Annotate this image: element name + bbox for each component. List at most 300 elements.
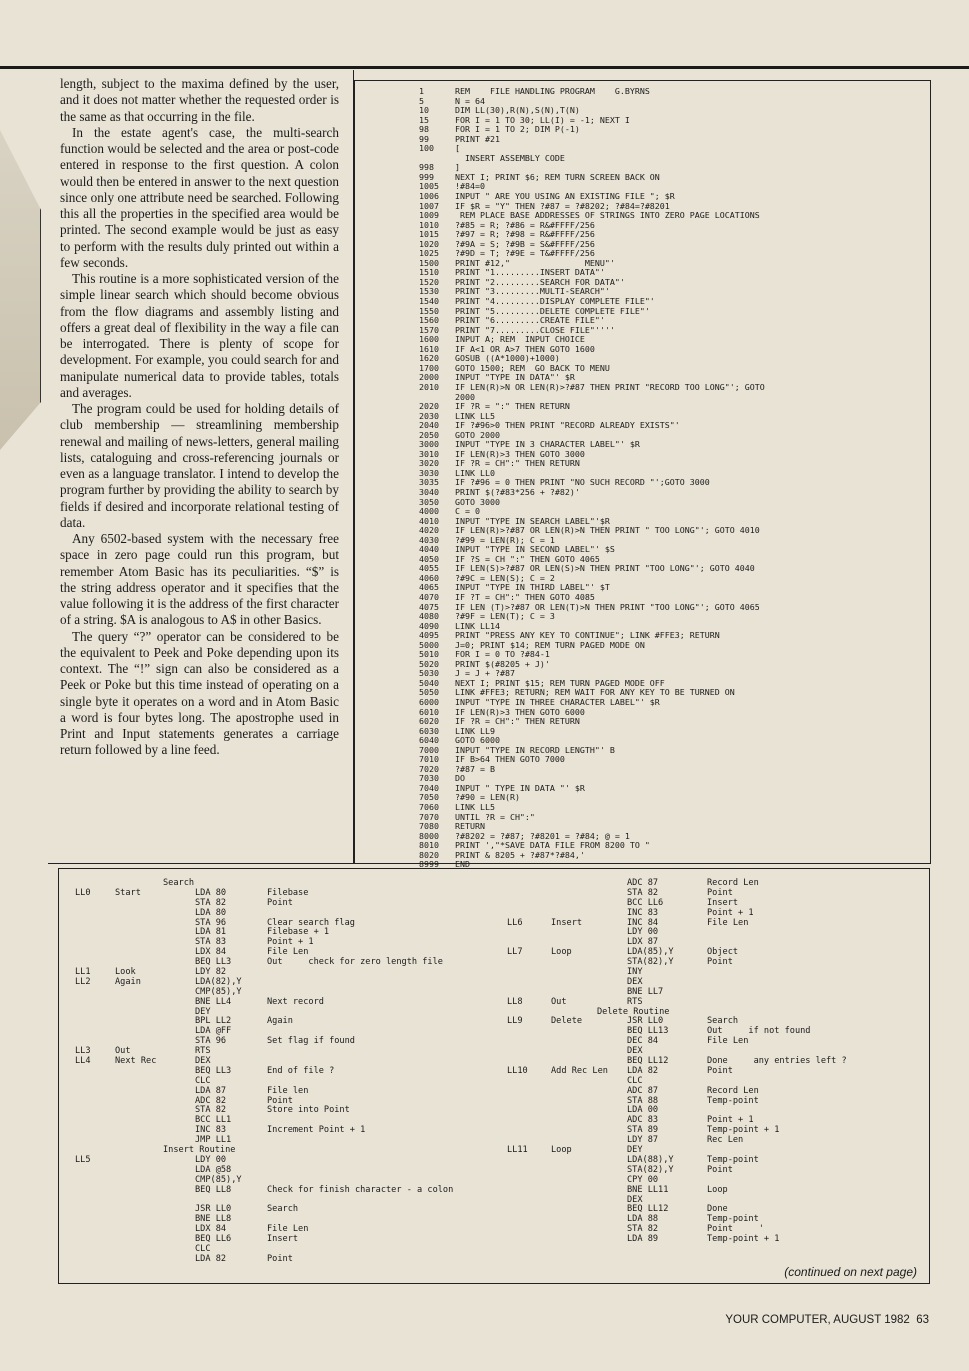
line-code: ?#9C = LEN(S); C = 2: [455, 572, 555, 583]
line-code: ]: [455, 162, 460, 173]
asm-label: [75, 1186, 115, 1196]
line-code: LINK LL5: [455, 802, 495, 813]
line-number: 100: [419, 143, 434, 154]
asm-opcode: BEQ LL6: [195, 1234, 232, 1245]
asm-opcode: CLC: [195, 1075, 211, 1086]
asm-opcode: STA(82),Y: [627, 1164, 674, 1175]
asm-label: [75, 1215, 115, 1225]
asm-routine-name: [115, 938, 195, 948]
line-code: FOR I = 1 TO 2; DIM P(-1): [455, 124, 580, 135]
asm-label: [75, 1245, 115, 1255]
asm-label: [507, 1027, 551, 1037]
line-code: !#84=0: [455, 181, 485, 192]
asm-label: [507, 1235, 551, 1245]
asm-opcode: STA(82),Y: [627, 957, 674, 968]
line-code: INPUT "TYPE IN RECORD LENGTH"' B: [455, 744, 615, 755]
line-code: INPUT "TYPE IN SEARCH LABEL"'$R: [455, 515, 610, 526]
asm-routine-name: [551, 958, 627, 968]
decorative-illustration-edge: [0, 130, 41, 450]
line-number: 7070: [419, 811, 439, 822]
line-number: 1600: [419, 334, 439, 345]
asm-routine-name: [551, 1037, 627, 1047]
asm-opcode: LDY 82: [195, 967, 227, 978]
asm-opcode: LDA 87: [195, 1085, 227, 1096]
asm-routine-name: [115, 1196, 195, 1206]
assembly-row: [507, 1027, 847, 1037]
line-number: 8010: [419, 840, 439, 851]
line-code: PRINT #21: [455, 133, 500, 144]
asm-routine-name: [115, 1245, 195, 1255]
line-number: 1540: [419, 296, 439, 307]
asm-routine-name: [551, 1027, 627, 1037]
asm-routine-name: Out: [115, 1046, 131, 1057]
asm-opcode: LDY 00: [627, 927, 659, 938]
line-code: INPUT "TYPE IN 3 CHARACTER LABEL"' $R: [455, 439, 640, 450]
line-number: 5020: [419, 658, 439, 669]
line-code: LINK LL9: [455, 725, 495, 736]
asm-opcode: JMP LL1: [195, 1135, 232, 1146]
article-paragraph: Any 6502-based system with the necessary free space in zero page could run this program, but remember Atom Basic has its peculiarities. “$” is the string address operator and it specifies that the value following it is the address of the first character of a string. $A is analogous to A$ in other Basics.: [60, 531, 339, 628]
assembly-row: [75, 1077, 453, 1087]
asm-opcode: BNE LL8: [195, 1214, 232, 1225]
line-number: 3020: [419, 458, 439, 469]
asm-comment: File Len: [707, 1036, 749, 1047]
asm-routine-name: [551, 1235, 627, 1245]
asm-opcode: BEQ LL12: [627, 1204, 669, 1215]
listing-line: [419, 717, 930, 727]
asm-label: LL7: [507, 947, 523, 958]
asm-opcode: CLC: [195, 1243, 211, 1254]
asm-comment: Filebase: [267, 887, 309, 898]
asm-opcode: LDA(82),Y: [195, 976, 242, 987]
listing-line: [419, 135, 930, 145]
line-code: J = J + ?#87: [455, 668, 515, 679]
asm-opcode: STA 89: [627, 1125, 659, 1136]
asm-opcode: BCC LL6: [627, 897, 664, 908]
line-code: INPUT "TYPE IN SECOND LABEL"' $S: [455, 544, 615, 555]
asm-opcode: LDA(85),Y: [627, 947, 674, 958]
line-code: RETURN: [455, 821, 485, 832]
line-code: ?#9A = S; ?#9B = S&#FFFF/256: [455, 238, 595, 249]
asm-label: [75, 1205, 115, 1215]
listing-line: [419, 173, 930, 183]
line-code: END: [455, 859, 470, 870]
asm-label: [507, 1196, 551, 1206]
asm-opcode: STA 82: [195, 897, 227, 908]
asm-opcode: STA 82: [195, 1105, 227, 1116]
assembly-row: [75, 1017, 453, 1027]
asm-opcode: LDY 87: [627, 1135, 659, 1146]
asm-routine-name: [115, 1186, 195, 1196]
asm-label: [507, 879, 551, 889]
asm-comment: Clear search flag: [267, 917, 355, 928]
asm-opcode: INY: [627, 967, 643, 978]
asm-label: [75, 909, 115, 919]
asm-comment: File Len: [707, 917, 749, 928]
line-code: INSERT ASSEMBLY CODE: [455, 152, 565, 163]
asm-opcode: LDA 00: [627, 1105, 659, 1116]
asm-routine-name: [115, 998, 195, 1008]
asm-opcode: RTS: [195, 1046, 211, 1057]
line-number: 4075: [419, 601, 439, 612]
assembly-row: [75, 1146, 453, 1156]
line-number: 1560: [419, 315, 439, 326]
assembly-row: [507, 1116, 847, 1126]
line-code: IF LEN(R)>N OR LEN(R)>?#87 THEN PRINT "RECORD TOO LONG"'; GOTO: [455, 381, 765, 392]
asm-comment: Insert: [707, 897, 739, 908]
asm-comment: Set flag if found: [267, 1036, 355, 1047]
line-number: 15: [419, 114, 429, 125]
asm-comment: Out check for zero length file: [267, 957, 443, 968]
asm-comment: Search: [267, 1204, 299, 1215]
line-number: 4090: [419, 620, 439, 631]
asm-routine-name: Again: [115, 976, 141, 987]
assembly-row: [75, 998, 453, 1008]
line-number: 1: [419, 86, 424, 96]
line-code: FOR I = 1 TO 30; LL(I) = -1; NEXT I: [455, 114, 630, 125]
asm-routine-name: Next Rec: [115, 1056, 157, 1067]
listing-line: [419, 498, 930, 508]
asm-opcode: LDY 00: [195, 1154, 227, 1165]
line-code: PRINT "PRESS ANY KEY TO CONTINUE"; LINK #FFE3; RETURN: [455, 630, 720, 641]
asm-comment: Done any entries left ?: [707, 1056, 847, 1067]
line-number: 4040: [419, 544, 439, 555]
assembly-row: [507, 1106, 847, 1116]
line-number: 1025: [419, 248, 439, 259]
assembly-row: [75, 988, 453, 998]
asm-label: [507, 1176, 551, 1186]
asm-opcode: DEX: [195, 1056, 211, 1067]
routine-heading: Insert Routine: [163, 1145, 236, 1156]
line-number: 4020: [419, 525, 439, 536]
asm-routine-name: Look: [115, 967, 136, 978]
line-code: ?#90 = LEN(R): [455, 792, 520, 803]
asm-comment: Check for finish character - a colon: [267, 1184, 454, 1195]
asm-routine-name: [115, 1008, 195, 1018]
asm-comment: Temp-point: [707, 1095, 759, 1106]
asm-label: LL1: [75, 967, 91, 978]
assembly-row: [507, 1196, 847, 1206]
assembly-row: [507, 1205, 847, 1215]
listing-line: [419, 813, 930, 823]
line-number: 4070: [419, 591, 439, 602]
assembly-column-right: [507, 879, 847, 1245]
line-number: 7020: [419, 763, 439, 774]
assembly-row: [507, 1146, 847, 1156]
asm-label: [75, 919, 115, 929]
asm-label: [507, 1077, 551, 1087]
asm-opcode: LDA @58: [195, 1164, 232, 1175]
listing-line: [419, 793, 930, 803]
asm-comment: Point: [707, 957, 733, 968]
assembly-row: [75, 909, 453, 919]
asm-opcode: LDA 81: [195, 927, 227, 938]
line-code: REM FILE HANDLING PROGRAM G.BYRNS: [455, 86, 650, 96]
asm-routine-name: [115, 919, 195, 929]
line-code: 2000: [455, 391, 475, 402]
line-number: 1007: [419, 200, 439, 211]
assembly-row: [75, 1087, 453, 1097]
assembly-row: [507, 1097, 847, 1107]
article-paragraph: length, subject to the maxima defined by the user, and it does not matter whether the requested order is the same as that occurring in the file.: [60, 76, 339, 124]
asm-label: [75, 1196, 115, 1206]
line-number: 7000: [419, 744, 439, 755]
asm-opcode: DEX: [627, 976, 643, 987]
asm-opcode: DEY: [195, 1006, 211, 1017]
line-code: REM PLACE BASE ADDRESSES OF STRINGS INTO ZERO PAGE LOCATIONS: [455, 210, 760, 221]
line-number: 1500: [419, 257, 439, 268]
asm-label: LL3: [75, 1046, 91, 1057]
asm-opcode: INC 83: [627, 907, 659, 918]
assembly-row: [75, 1136, 453, 1146]
asm-routine-name: [551, 1087, 627, 1097]
asm-label: LL6: [507, 917, 523, 928]
asm-routine-name: [115, 1235, 195, 1245]
assembly-row: [75, 1067, 453, 1077]
line-number: 1620: [419, 353, 439, 364]
line-number: 6000: [419, 697, 439, 707]
asm-routine-name: [115, 1017, 195, 1027]
asm-label: [75, 1087, 115, 1097]
line-code: PRINT "1.........INSERT DATA"': [455, 267, 605, 278]
asm-routine-name: [115, 1126, 195, 1136]
asm-routine-name: [115, 1067, 195, 1077]
assembly-row: [507, 1087, 847, 1097]
line-number: 4050: [419, 553, 439, 564]
assembly-row: [75, 1116, 453, 1126]
line-code: IF LEN(R)>3 THEN GOTO 6000: [455, 706, 585, 717]
asm-label: [75, 1255, 115, 1265]
assembly-row: [75, 919, 453, 929]
line-number: 3050: [419, 496, 439, 507]
line-code: PRINT ',"*SAVE DATA FILE FROM 8200 TO ": [455, 840, 650, 851]
line-code: IF ?R = ":" THEN RETURN: [455, 401, 570, 412]
article-paragraph: The query “?” operator can be considered to be the equivalent to Peek and Poke depending upon its context. The “!” sign can also be considered as a Peek or Poke but this time instead of operating on a single byte it operates on a word and in Atom Basic a word is four bytes long. The apostrophe used in Print and Input statements generates a carriage return followed by a line feed.: [60, 628, 339, 758]
asm-comment: Point: [267, 1095, 293, 1106]
asm-routine-name: [115, 1156, 195, 1166]
asm-routine-name: [115, 1027, 195, 1037]
asm-opcode: CPY 00: [627, 1174, 659, 1185]
asm-comment: Record Len: [707, 878, 759, 888]
asm-label: [75, 1077, 115, 1087]
line-code: PRINT "6.........CREATE FILE"': [455, 315, 605, 326]
routine-heading: Delete Routine: [597, 1006, 670, 1017]
assembly-row: [507, 1067, 847, 1077]
line-code: IF LEN(R)>3 THEN GOTO 3000: [455, 448, 585, 459]
asm-routine-name: [115, 1176, 195, 1186]
line-number: 7010: [419, 754, 439, 765]
line-code: GOSUB ((A*1000)+1000): [455, 353, 560, 364]
line-number: 1520: [419, 276, 439, 287]
line-number: 10: [419, 105, 429, 116]
line-code: IF LEN (T)>?#87 OR LEN(T)>N THEN PRINT "TOO LONG"'; GOTO 4065: [455, 601, 760, 612]
assembly-row: [75, 899, 453, 909]
asm-label: LL9: [507, 1016, 523, 1027]
asm-opcode: CMP(85),Y: [195, 1174, 242, 1185]
asm-opcode: ADC 82: [195, 1095, 227, 1106]
asm-routine-name: [115, 1106, 195, 1116]
asm-opcode: DEX: [627, 1194, 643, 1205]
asm-comment: Increment Point + 1: [267, 1125, 366, 1136]
line-number: 4030: [419, 534, 439, 545]
line-number: 6020: [419, 716, 439, 727]
asm-comment: Store into Point: [267, 1105, 350, 1116]
line-number: 1015: [419, 229, 439, 240]
assembly-row: [75, 1008, 453, 1018]
assembly-row: [507, 899, 847, 909]
asm-routine-name: Loop: [551, 947, 572, 958]
asm-opcode: STA 96: [195, 917, 227, 928]
line-code: IF $R = "Y" THEN ?#87 = ?#8202; ?#84=?#8201: [455, 200, 670, 211]
line-number: 5030: [419, 668, 439, 679]
asm-comment: Point + 1: [707, 1115, 754, 1126]
asm-routine-name: [115, 1077, 195, 1087]
assembly-row: [75, 1215, 453, 1225]
asm-comment: Done: [707, 1204, 728, 1215]
line-number: 2050: [419, 429, 439, 440]
asm-opcode: CLC: [627, 1075, 643, 1086]
line-number: 7050: [419, 792, 439, 803]
asm-opcode: INC 84: [627, 917, 659, 928]
line-code: DIM LL(30),R(N),S(N),T(N): [455, 105, 580, 116]
asm-routine-name: [115, 1097, 195, 1107]
assembly-row: [75, 978, 453, 988]
asm-label: [75, 1067, 115, 1077]
asm-comment: End of file ?: [267, 1065, 335, 1076]
line-number: 1510: [419, 267, 439, 278]
asm-comment: Temp-point: [707, 1154, 759, 1165]
asm-routine-name: Loop: [551, 1145, 572, 1156]
asm-label: [507, 1087, 551, 1097]
asm-label: [507, 889, 551, 899]
line-number: 1550: [419, 305, 439, 316]
asm-opcode: LDA 80: [195, 907, 227, 918]
line-code: INPUT "TYPE IN THIRD LABEL"' $T: [455, 582, 610, 593]
line-code: C = 0: [455, 506, 480, 517]
asm-routine-name: [551, 1186, 627, 1196]
assembly-row: [75, 1126, 453, 1136]
asm-label: [75, 1235, 115, 1245]
assembly-row: [507, 1186, 847, 1196]
asm-label: [75, 899, 115, 909]
line-number: 1005: [419, 181, 439, 192]
line-code: INPUT "TYPE IN DATA"' $R: [455, 372, 575, 383]
assembly-row: [75, 938, 453, 948]
assembly-row: [75, 1106, 453, 1116]
line-number: 7060: [419, 802, 439, 813]
asm-opcode: INC 83: [195, 1125, 227, 1136]
line-code: GOTO 1500; REM GO BACK TO MENU: [455, 362, 610, 373]
assembly-row: [507, 948, 847, 958]
asm-label: [507, 1126, 551, 1136]
asm-comment: Temp-point: [707, 1214, 759, 1225]
article-column: [48, 70, 354, 864]
asm-comment: Insert: [267, 1234, 299, 1245]
line-number: 2000: [419, 372, 439, 383]
assembly-row: [75, 928, 453, 938]
assembly-row: [75, 1166, 453, 1176]
line-number: 5: [419, 95, 424, 106]
line-code: PRINT #12," MENU"': [455, 257, 615, 268]
routine-heading: Search: [163, 878, 195, 888]
asm-label: [75, 1176, 115, 1186]
asm-comment: Rec Len: [707, 1135, 744, 1146]
continued-note: (continued on next page): [784, 1265, 917, 1279]
line-number: 6040: [419, 735, 439, 746]
asm-opcode: LDA(88),Y: [627, 1154, 674, 1165]
line-number: 7040: [419, 782, 439, 793]
asm-opcode: BCC LL1: [195, 1115, 232, 1126]
line-number: 4000: [419, 506, 439, 517]
asm-comment: Filebase + 1: [267, 927, 330, 938]
assembly-row: [75, 1205, 453, 1215]
assembly-row: [75, 1196, 453, 1206]
article-paragraph: The program could be used for holding details of club membership — streamlining membership renewal and mailing of news-letters, general mailing lists, cataloguing and cross-referencing journals or even as a language translator. I intend to develop the program further by providing the ability to search by fields if desired and incorporate relational testing of data.: [60, 401, 339, 530]
line-number: 1009: [419, 210, 439, 221]
assembly-row: [75, 889, 453, 899]
asm-opcode: DEX: [627, 1046, 643, 1057]
listing-line: [419, 851, 930, 861]
asm-routine-name: [551, 978, 627, 988]
asm-label: [75, 1126, 115, 1136]
asm-label: [75, 1166, 115, 1176]
asm-comment: Object: [707, 947, 739, 958]
line-code: GOTO 6000: [455, 735, 500, 746]
asm-routine-name: [551, 1126, 627, 1136]
asm-routine-name: [551, 928, 627, 938]
asm-label: [507, 1186, 551, 1196]
assembly-row: [75, 1037, 453, 1047]
asm-label: [507, 1215, 551, 1225]
asm-routine-name: [551, 968, 627, 978]
asm-routine-name: [115, 1205, 195, 1215]
asm-routine-name: Out: [551, 996, 567, 1007]
asm-label: [507, 1097, 551, 1107]
asm-routine-name: [115, 1225, 195, 1235]
asm-routine-name: [115, 1166, 195, 1176]
asm-routine-name: [551, 1166, 627, 1176]
line-number: 998: [419, 162, 434, 173]
asm-label: [507, 1106, 551, 1116]
line-number: 5010: [419, 649, 439, 660]
asm-label: [507, 1205, 551, 1215]
asm-comment: Point: [267, 897, 293, 908]
assembly-row: [507, 978, 847, 988]
asm-opcode: LDA 82: [195, 1253, 227, 1264]
asm-label: LL11: [507, 1145, 528, 1156]
asm-label: [507, 1166, 551, 1176]
assembly-row: [507, 968, 847, 978]
asm-label: [75, 988, 115, 998]
asm-label: [75, 1008, 115, 1018]
assembly-row: [507, 1126, 847, 1136]
asm-opcode: BNE LL4: [195, 996, 232, 1007]
asm-comment: Point + 1: [267, 937, 314, 948]
line-number: 4060: [419, 572, 439, 583]
asm-opcode: BEQ LL8: [195, 1184, 232, 1195]
asm-label: LL5: [75, 1154, 91, 1165]
line-number: 8999: [419, 859, 439, 870]
page-footer: [725, 1314, 929, 1326]
asm-label: LL4: [75, 1056, 91, 1067]
line-code: LINK LL14: [455, 620, 500, 631]
asm-opcode: LDA @FF: [195, 1026, 232, 1037]
listing-line: [419, 402, 930, 412]
asm-label: [75, 1097, 115, 1107]
asm-label: [75, 1136, 115, 1146]
line-code: IF ?R = CH":" THEN RETURN: [455, 458, 580, 469]
line-code: INPUT " TYPE IN DATA "' $R: [455, 782, 585, 793]
